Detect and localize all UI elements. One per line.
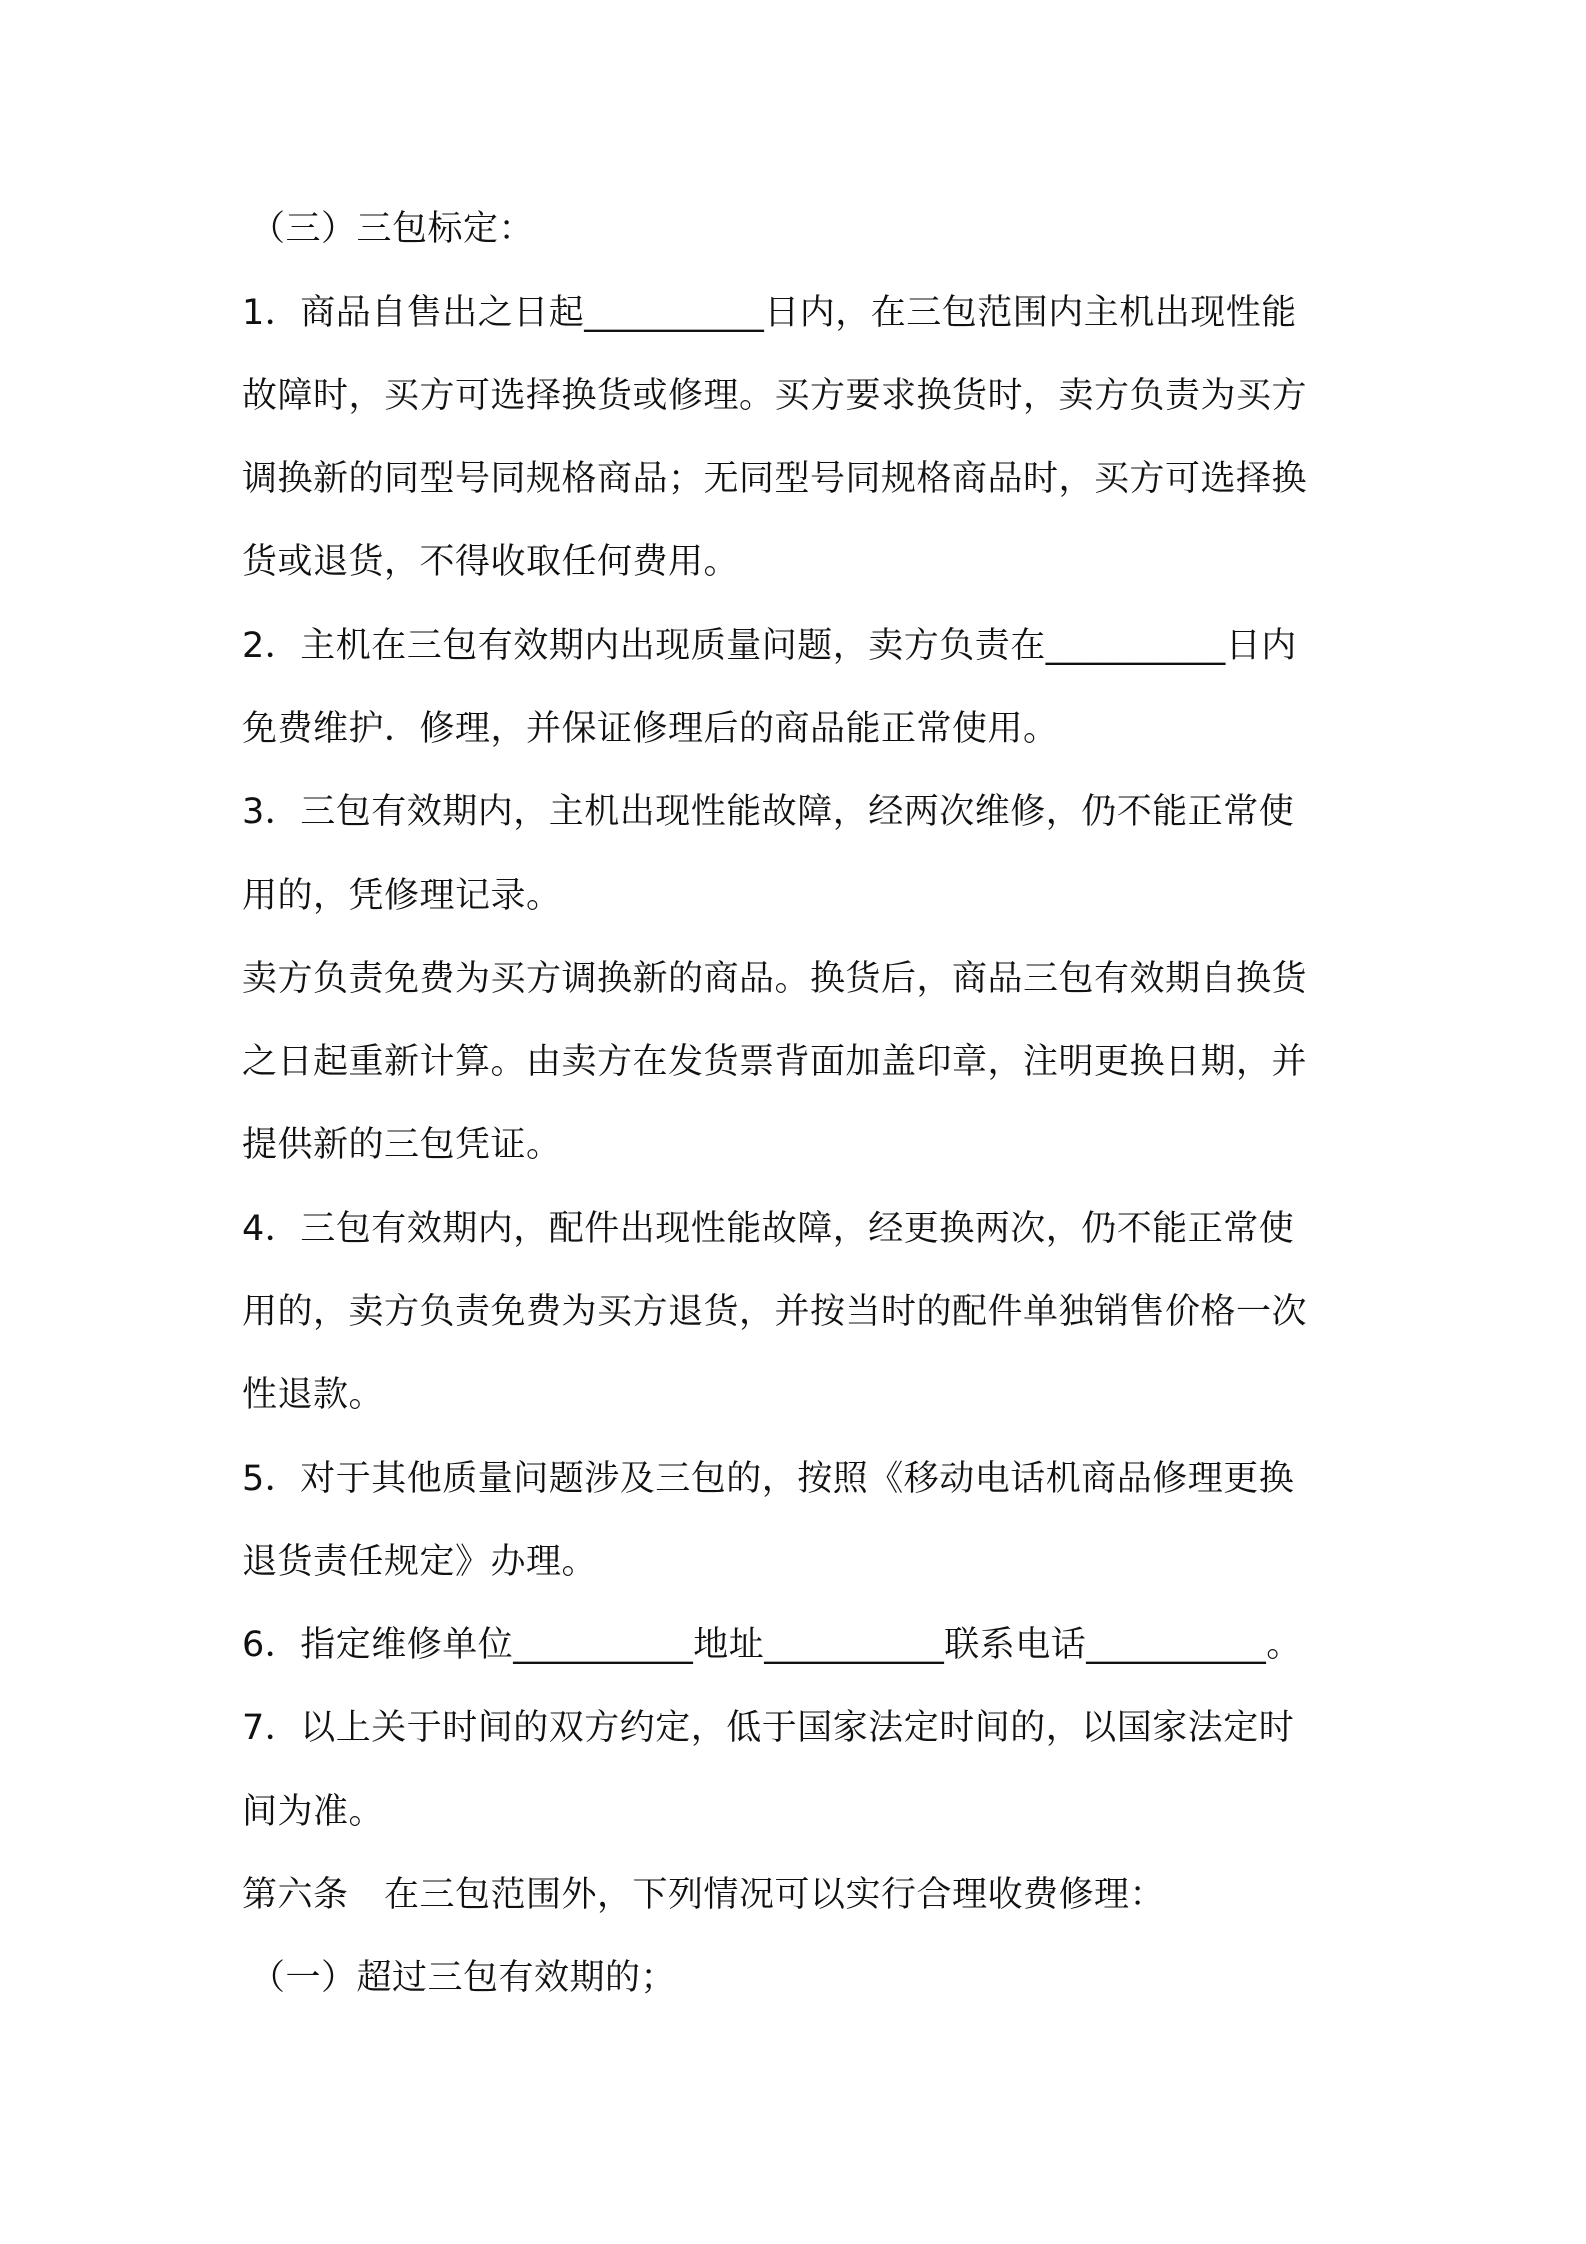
clause-5-line-2: 退货责任规定》办理。 xyxy=(242,1542,598,1582)
article-6-heading: 第六条 在三包范围外，下列情况可以实行合理收费修理： xyxy=(242,1875,1166,1915)
article-6-item-1: （一）超过三包有效期的； xyxy=(250,1958,677,1998)
clause-7-line-2: 间为准。 xyxy=(242,1792,385,1832)
clause-4-line-2: 用的，卖方负责免费为买方退货，并按当时的配件单独销售价格一次 xyxy=(242,1292,1308,1332)
clause-2-line-1: 2．主机在三包有效期内出现质量问题，卖方负责在__________日内 xyxy=(242,626,1297,666)
clause-1-line-1: 1．商品自售出之日起__________日内，在三包范围内主机出现性能 xyxy=(242,293,1297,333)
clause-3-line-1: 3．三包有效期内，主机出现性能故障，经两次维修，仍不能正常使 xyxy=(242,792,1295,832)
clause-6-line-1: 6．指定维修单位__________地址__________联系电话__________。 xyxy=(242,1625,1302,1665)
clause-5-line-1: 5．对于其他质量问题涉及三包的，按照《移动电话机商品修理更换 xyxy=(242,1459,1295,1499)
clause-4-line-1: 4．三包有效期内，配件出现性能故障，经更换两次，仍不能正常使 xyxy=(242,1209,1295,1249)
clause-1-line-3: 调换新的同型号同规格商品；无同型号同规格商品时，买方可选择换 xyxy=(242,459,1308,499)
clause-1-line-4: 货或退货，不得收取任何费用。 xyxy=(242,542,740,582)
section-heading-three-guarantees: （三）三包标定： xyxy=(250,209,535,249)
clause-3-line-4: 之日起重新计算。由卖方在发货票背面加盖印章，注明更换日期，并 xyxy=(242,1042,1308,1082)
clause-2-line-2: 免费维护．修理，并保证修理后的商品能正常使用。 xyxy=(242,709,1059,749)
clause-3-line-2: 用的，凭修理记录。 xyxy=(242,876,562,916)
clause-7-line-1: 7．以上关于时间的双方约定，低于国家法定时间的，以国家法定时 xyxy=(242,1708,1295,1748)
clause-3-line-3: 卖方负责免费为买方调换新的商品。换货后，商品三包有效期自换货 xyxy=(242,959,1308,999)
clause-1-line-2: 故障时，买方可选择换货或修理。买方要求换货时，卖方负责为买方 xyxy=(242,376,1308,416)
clause-3-line-5: 提供新的三包凭证。 xyxy=(242,1125,562,1165)
clause-4-line-3: 性退款。 xyxy=(242,1375,385,1415)
